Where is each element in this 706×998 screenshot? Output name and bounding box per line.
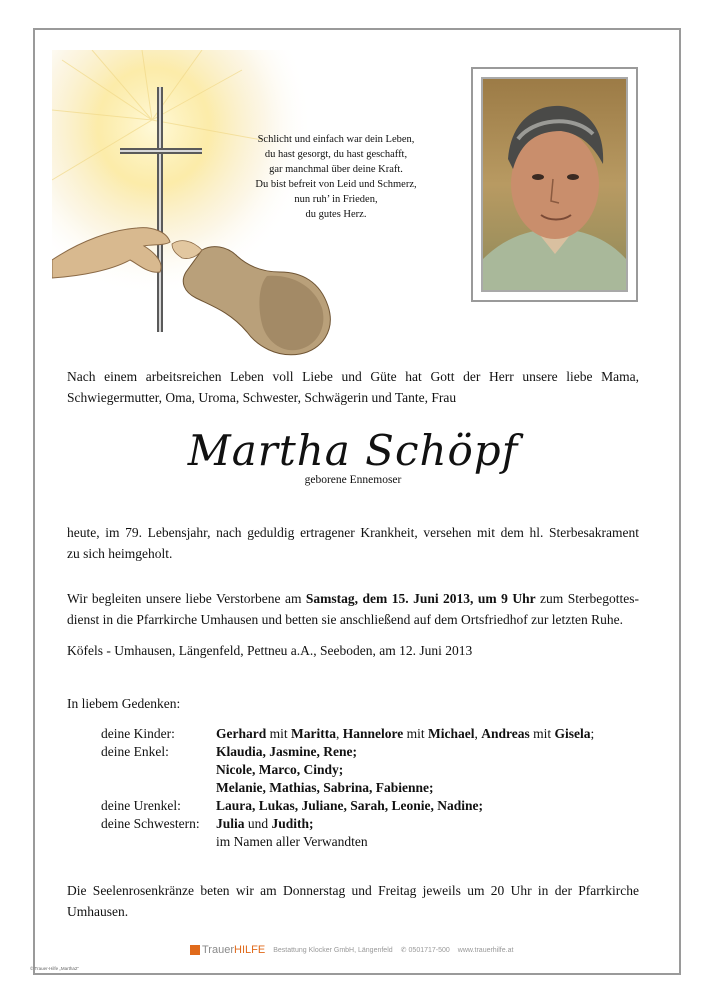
funeral-text: [67, 588, 639, 630]
phone-icon: ✆: [400, 947, 407, 954]
poem-line: du gutes Herz.: [305, 209, 367, 220]
death-line: heute, im 79. Lebensjahr, nach geduldig ertragener Krankheit, versehen mit dem hl. Sterbesakrament: [67, 525, 639, 540]
place-date: Köfels - Umhausen, Längenfeld, Pettneu a.A., Seeboden, am 12. Juni 2013: [67, 643, 473, 658]
kinder-names: Gerhard mit Maritta, Hannelore mit Michael, Andreas mit Gisela;: [216, 726, 595, 741]
urenkel-names: Laura, Lukas, Juliane, Sarah, Leonie, Nadine;: [216, 798, 484, 813]
enkel-label: deine Enkel:: [101, 744, 169, 759]
funeral-date: Samstag, dem 15. Juni 2013, um 9 Uhr: [305, 591, 536, 606]
footer-phone: 0501717-500: [408, 946, 450, 954]
funeral-line: [67, 588, 639, 609]
memory-heading: In liebem Gedenken:: [67, 696, 181, 711]
poem-line: Schlicht und einfach war dein Leben,: [257, 134, 415, 145]
verwandte-line: im Namen aller Verwandten: [216, 834, 368, 849]
enkel-names: Nicole, Marco, Cindy;: [216, 762, 344, 777]
deceased-name: Martha Schöpf: [187, 426, 519, 475]
footer-logo: TrauerHILFE: [190, 944, 265, 956]
footer-web[interactable]: www.trauerhilfe.at: [457, 946, 514, 954]
funeral-line: dienst in die Pfarrkirche Umhausen und betten sie anschließend auf dem Ortsfriedhof zur letzten Ruhe.: [67, 612, 623, 627]
death-text: [67, 522, 639, 564]
intro-line: Schwiegermutter, Oma, Uroma, Schwester, Schwägerin und Tante, Frau: [67, 390, 457, 405]
rosary-line: Umhausen.: [67, 904, 129, 919]
footer: [190, 943, 520, 957]
poem: [226, 132, 446, 222]
enkel-names: Melanie, Mathias, Sabrina, Fabienne;: [216, 780, 434, 795]
rosary-line: Die Seelenrosenkränze beten wir am Donnerstag und Freitag jeweils um 20 Uhr in der Pfarrkirche: [67, 883, 639, 898]
urenkel-label: deine Urenkel:: [101, 798, 181, 813]
poem-line: gar manchmal über deine Kraft.: [269, 164, 403, 175]
footer-company: Bestattung Klocker GmbH, Längenfeld: [273, 946, 393, 954]
logo-square-icon: [190, 945, 200, 955]
portrait-frame: [471, 67, 638, 302]
maiden-name: geborene Ennemoser: [304, 474, 402, 486]
kinder-label: deine Kinder:: [101, 726, 175, 741]
schwestern-names: Julia und Judith;: [216, 816, 314, 831]
funeral-pre: Wir begleiten unsere liebe Verstorbene am: [67, 591, 306, 606]
intro-line: Nach einem arbeitsreichen Leben voll Liebe und Güte hat Gott der Herr unsere liebe Mama,: [67, 369, 639, 384]
funeral-post: zum Sterbegottes-: [535, 591, 639, 606]
poem-line: nun ruh’ in Frieden,: [294, 194, 378, 205]
poem-line: Du bist befreit von Leid und Schmerz,: [255, 179, 417, 190]
portrait-photo: [481, 77, 628, 292]
enkel-names: Klaudia, Jasmine, Rene;: [216, 744, 358, 759]
poem-line: du hast gesorgt, du hast geschafft,: [264, 149, 408, 160]
intro-text: [67, 366, 639, 408]
rosary-text: [67, 880, 639, 922]
death-line: zu sich heimgeholt.: [67, 546, 173, 561]
copyright-note: © Trauer-Hilfe „Martha2“: [30, 966, 79, 971]
schwestern-label: deine Schwestern:: [101, 816, 200, 831]
